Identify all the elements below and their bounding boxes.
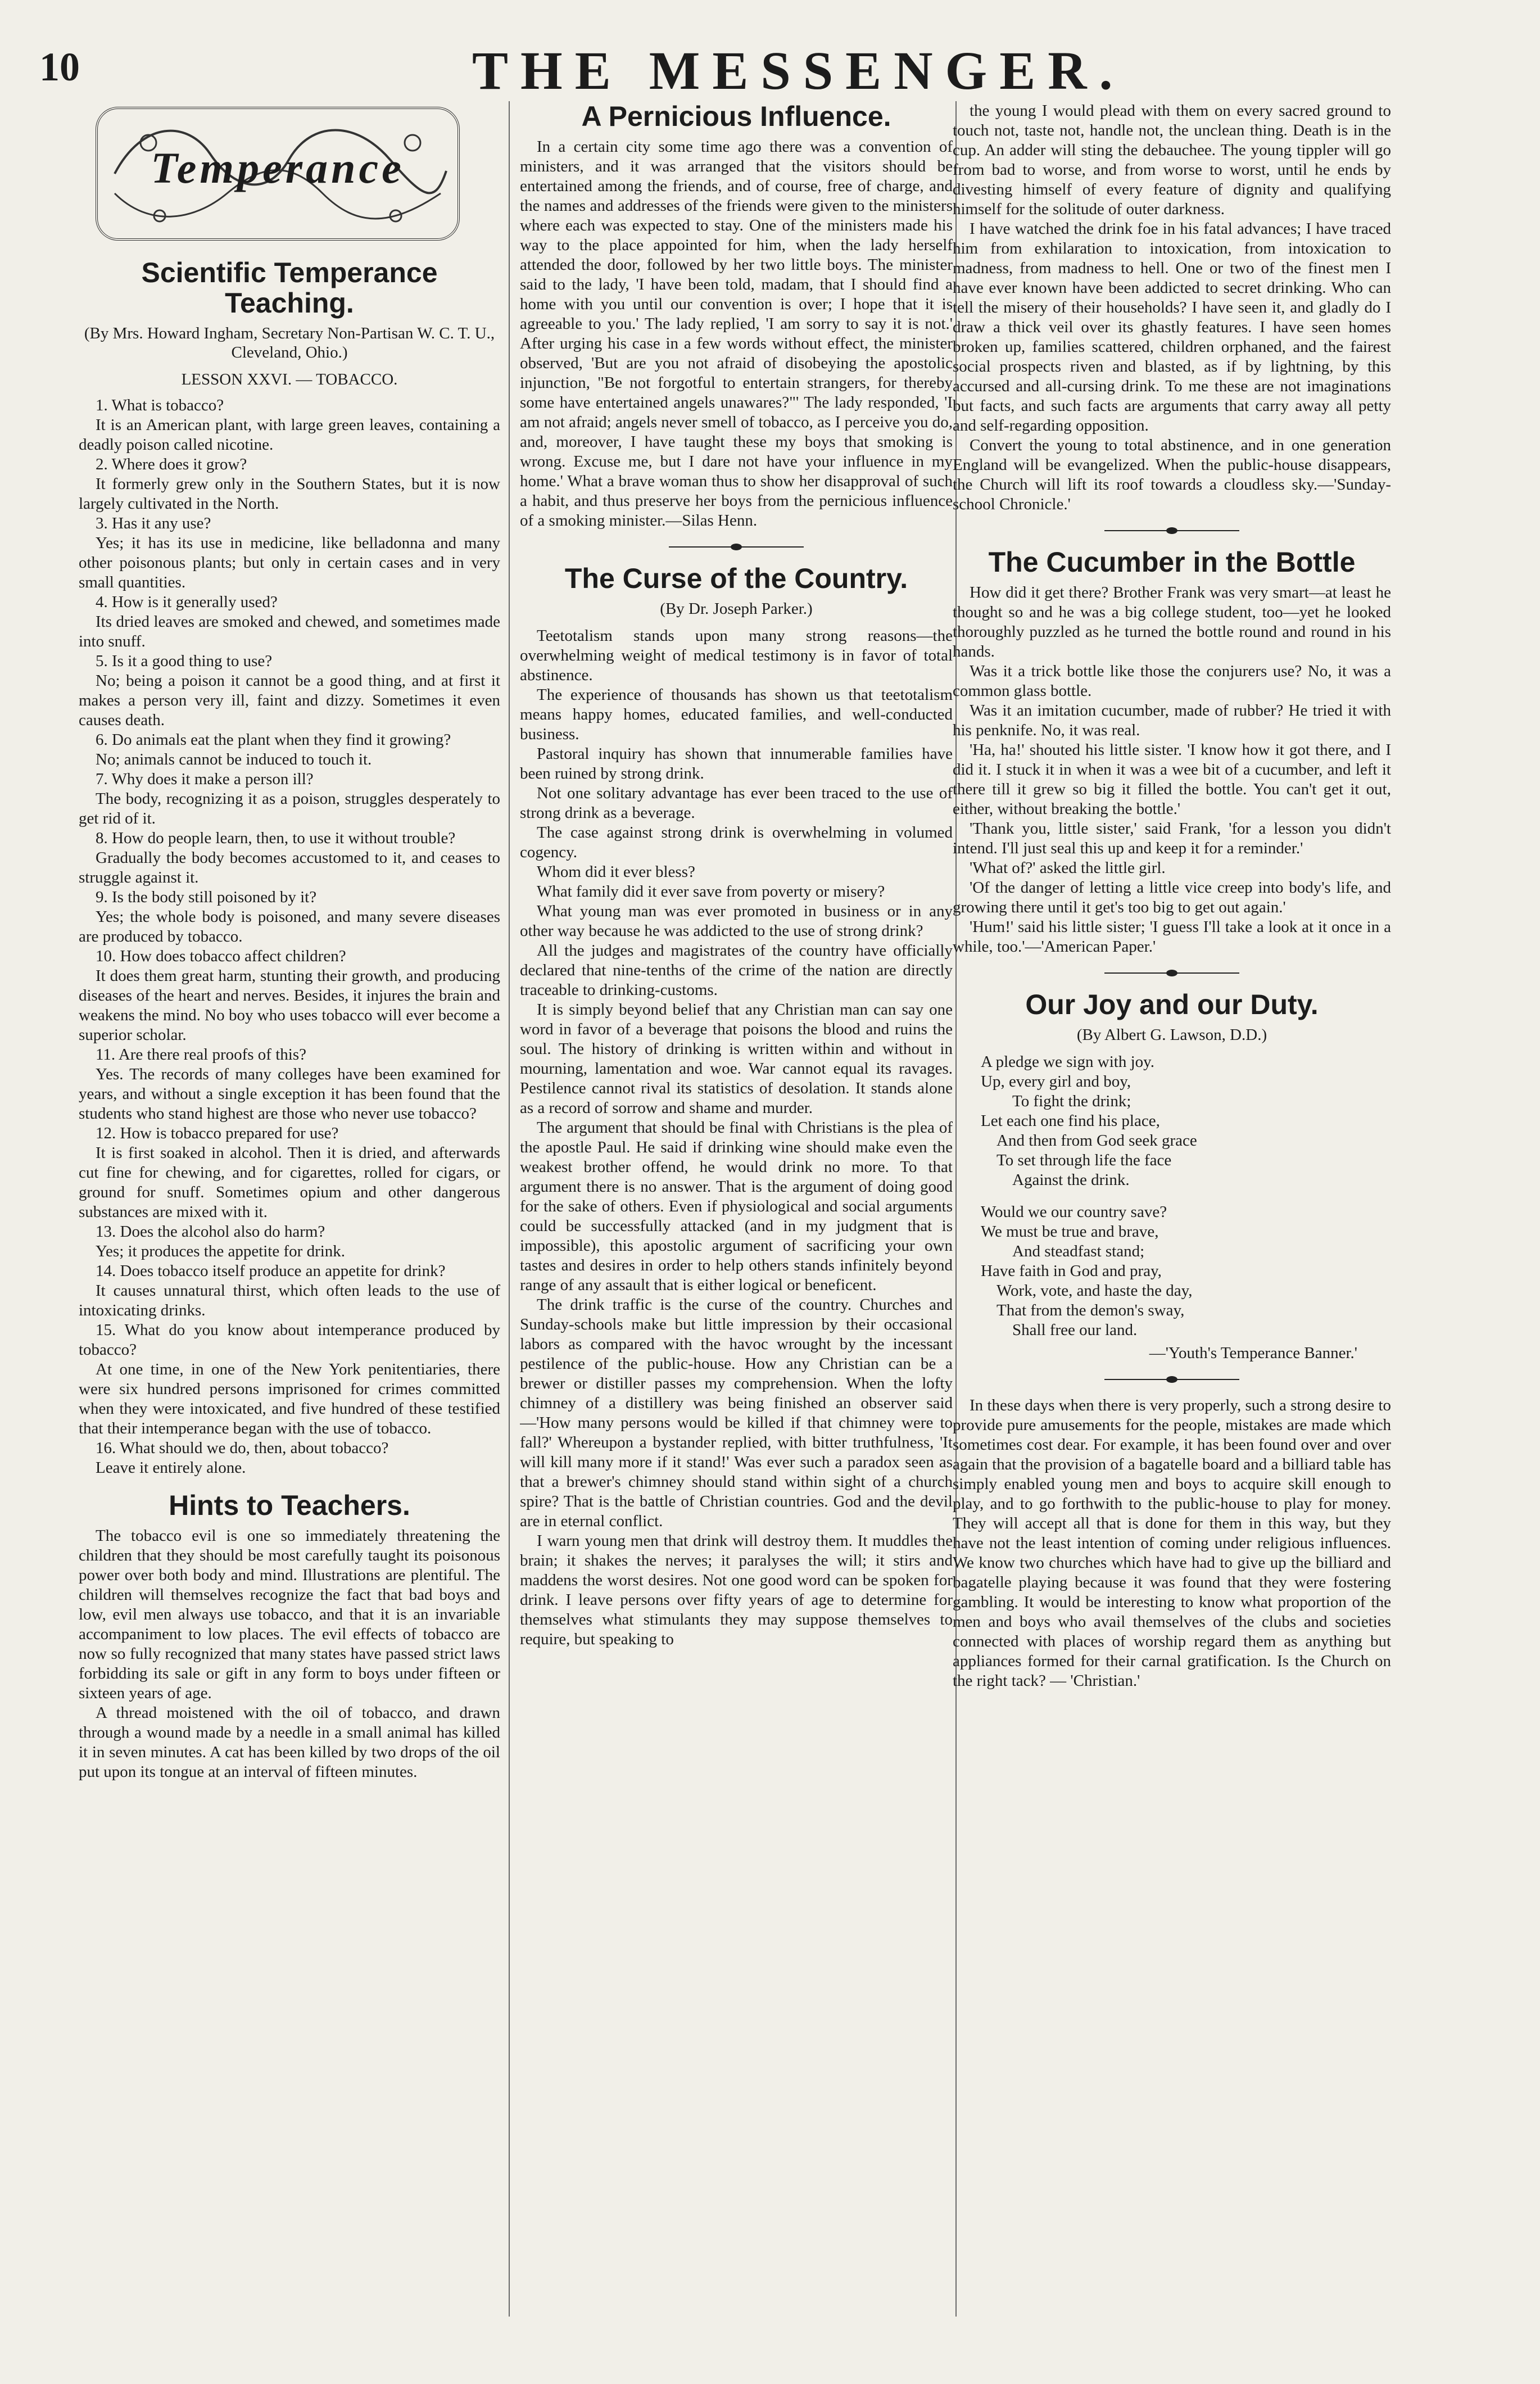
question: 14. Does tobacco itself produce an appetite for drink? bbox=[96, 1262, 446, 1280]
answer: It is first soaked in alcohol. Then it is dried, and afterwards cut fine for chewing, and for cigarettes, rolled for cigars, or ground for snuff. Sometimes opium and other dangerous substances are mixed with it. bbox=[79, 1144, 500, 1221]
answer: Yes; it produces the appetite for drink. bbox=[96, 1242, 346, 1260]
paragraph: In these days when there is very properly, such a strong desire to provide pure amusements for the people, mistakes are made which sometimes cost dear. For example, it has been found over and over again that the provision of a bagatelle board and a billiard table has simply enabled young men and boys to acquire skill enough to play, and to go forthwith to the public-house to play for money. They will accept all that is done for them in this way, but they have not the least intention of coming under religious influences. We know two churches which have had to give up the billiard and bagatelle playing because it was found that they were fostering gambling. It would be interesting to know what proportion of the men and boys who avail themselves of the clubs and societies connected with places of worship regard them as anything but appliances formed for their carnal gratification. Is the Church on the right tack? — 'Christian.' bbox=[953, 1396, 1391, 1690]
lesson-heading: LESSON XXVI. — TOBACCO. bbox=[181, 370, 398, 388]
poem-line: To fight the drink; bbox=[1012, 1092, 1131, 1110]
poem-line: Would we our country save? bbox=[981, 1203, 1167, 1221]
qa-list bbox=[79, 396, 500, 1478]
paragraph: 'Of the danger of letting a little vice creep into body's life, and growing there until it get's too big to get out again.' bbox=[953, 879, 1391, 916]
article-body bbox=[953, 101, 1391, 514]
poem-source: —'Youth's Temperance Banner.' bbox=[1149, 1344, 1357, 1362]
paragraph: I have watched the drink foe in his fatal advances; I have traced him from exhilaration to intoxication, from intoxication to madness, from madness to hell. One or two of the finest men I have ever known have been addicted to secret drinking. Who can tell the misery of their households? I have seen it, and gladly do I draw a thick veil over its ghastly features. I have seen homes broken up, families scattered, children orphaned, and the fairest social prospects riven and blasted, as if by lightning, by this accursed and all-cursing drink. To me these are not imaginations but facts, and such facts are arguments that carry away all petty and self-regarding opposition. bbox=[953, 220, 1391, 435]
paragraph: 'Thank you, little sister,' said Frank, 'for a lesson you didn't intend. I'll just seal this up and keep it for a reminder.' bbox=[953, 820, 1391, 857]
paragraph: Convert the young to total abstinence, and in one generation England will be evangelized. When the public-house disappears, the Church will lift its roof towards a cloudless sky.—'Sunday-school Chronicle.' bbox=[953, 436, 1391, 513]
article-byline: (By Mrs. Howard Ingham, Secretary Non-Partisan W. C. T. U., Cleveland, Ohio.) bbox=[84, 324, 495, 361]
article-byline: (By Albert G. Lawson, D.D.) bbox=[1076, 1026, 1267, 1044]
paragraph: What young man was ever promoted in business or in any other way because he was addicted to the use of strong drink? bbox=[520, 902, 953, 940]
paragraph: Pastoral inquiry has shown that innumerable families have been ruined by strong drink. bbox=[520, 745, 953, 782]
section-separator bbox=[1104, 971, 1239, 975]
question: 11. Are there real proofs of this? bbox=[96, 1046, 306, 1064]
article-title: The Cucumber in the Bottle bbox=[988, 546, 1356, 578]
paper-title: THE MESSENGER. bbox=[472, 40, 1125, 101]
poem-line: Work, vote, and haste the day, bbox=[997, 1282, 1193, 1300]
masthead bbox=[34, 34, 1506, 107]
answer: At one time, in one of the New York penitentiaries, there were six hundred persons imprisoned for crimes committed when they were intoxicated, and five hundred of these testified that their intemperance began with the use of tobacco. bbox=[79, 1360, 500, 1437]
logo-text: Temperance bbox=[151, 143, 405, 192]
article-byline: (By Dr. Joseph Parker.) bbox=[660, 600, 813, 618]
poem-line: Against the drink. bbox=[1012, 1171, 1130, 1189]
paragraph: The case against strong drink is overwhelming in volumed cogency. bbox=[520, 824, 953, 861]
column-rule bbox=[509, 101, 510, 2317]
section-separator bbox=[1104, 1378, 1239, 1381]
answer: No; being a poison it cannot be a good thing, and at first it makes a person very ill, faint and dizzy. Sometimes it even causes death. bbox=[79, 672, 500, 729]
article-title: A Pernicious Influence. bbox=[581, 101, 891, 132]
poem-line: And steadfast stand; bbox=[1012, 1242, 1145, 1260]
stanza-gap bbox=[981, 1190, 1391, 1202]
paragraph: All the judges and magistrates of the country have officially declared that nine-tenths of the crime of the nation are directly traceable to drinking-customs. bbox=[520, 942, 953, 999]
paragraph: Whom did it ever bless? bbox=[537, 863, 695, 881]
answer: Yes; it has its use in medicine, like belladonna and many other poisonous plants; but only in certain cases and in very small quantities. bbox=[79, 534, 500, 591]
paragraph: What family did it ever save from poverty or misery? bbox=[537, 883, 885, 901]
poem bbox=[981, 1052, 1391, 1340]
answer: It is an American plant, with large green leaves, containing a deadly poison called nicotine. bbox=[79, 416, 500, 454]
article-body bbox=[79, 1526, 500, 1782]
answer: Yes; the whole body is poisoned, and many severe diseases are produced by tobacco. bbox=[79, 908, 500, 946]
paragraph: How did it get there? Brother Frank was very smart—at least he thought so and he was a big college student, too—yet he looked thoroughly puzzled as he turned the bottle round and round in his hands. bbox=[953, 583, 1391, 661]
article-title: Hints to Teachers. bbox=[169, 1490, 410, 1521]
question: 13. Does the alcohol also do harm? bbox=[96, 1223, 325, 1241]
question: 4. How is it generally used? bbox=[96, 593, 278, 611]
question: 10. How does tobacco affect children? bbox=[96, 947, 346, 965]
poem-line: To set through life the face bbox=[997, 1151, 1172, 1169]
poem-line: That from the demon's sway, bbox=[997, 1301, 1185, 1319]
poem-line: A pledge we sign with joy. bbox=[981, 1053, 1155, 1071]
section-separator bbox=[669, 545, 804, 549]
column-1 bbox=[79, 101, 500, 2350]
paragraph: the young I would plead with them on every sacred ground to touch not, taste not, handle not, the unclean thing. Death is in the cup. An adder will sting the debauchee. The young tippler will go from bad to worse, and from worse to worst, until he ends by divesting himself of every feature of dignity and qualifying himself for the solitude of outer darkness. bbox=[953, 102, 1391, 218]
poem-line: Have faith in God and pray, bbox=[981, 1262, 1162, 1280]
answer: It formerly grew only in the Southern States, but it is now largely cultivated in the North. bbox=[79, 475, 500, 513]
paragraph: Teetotalism stands upon many strong reasons—the overwhelming weight of medical testimony is in favor of total abstinence. bbox=[520, 627, 953, 684]
column-2 bbox=[520, 101, 953, 2350]
article-title: The Curse of the Country. bbox=[564, 563, 908, 594]
paragraph: The argument that should be final with Christians is the plea of the apostle Paul. He said if drinking wine should make even the weakest brother offend, he would drink no more. To that argument there is no answer. That is the argument of doing good for the sake of others. Even if physiological and social arguments could be successfully attacked (and in my judgment that is impossible), this apostolic argument of sacrificing your own tastes and desires in order to help others stands infinitely beyond range of any assault that is either logical or beneficent. bbox=[520, 1119, 953, 1294]
question: 15. What do you know about intemperance produced by tobacco? bbox=[79, 1321, 500, 1359]
paragraph: The tobacco evil is one so immediately threatening the children that they should be most carefully taught its poisonous power over both body and mind. Illustrations are plentiful. The children will themselves recognize the fact that bad boys and low, evil men always use tobacco, and that it is an invariable accompaniment to low places. The evil effects of tobacco are now so fully recognized that many states have passed strict laws forbidding its sale or gift in any form to boys under fifteen or sixteen years of age. bbox=[79, 1527, 500, 1702]
paragraph: The experience of thousands has shown us that teetotalism means happy homes, educated families, and well-conducted business. bbox=[520, 686, 953, 743]
answer: It causes unnatural thirst, which often leads to the use of intoxicating drinks. bbox=[79, 1282, 500, 1319]
paragraph: 'Hum!' said his little sister; 'I guess I'll take a look at it once in a while, too.'—'American Paper.' bbox=[953, 918, 1391, 956]
question: 8. How do people learn, then, to use it without trouble? bbox=[96, 829, 456, 847]
paragraph: It is simply beyond belief that any Christian man can say one word in favor of a beverage that poisons the blood and ruins the soul. The history of drinking is written within and without in mourning, lamentation and woe. War cannot equal its ravages. Pestilence cannot rival its statistics of desolation. It stands alone as a record of sorrow and shame and murder. bbox=[520, 1001, 953, 1117]
paragraph: 'What of?' asked the little girl. bbox=[970, 859, 1166, 877]
paragraph: 'Ha, ha!' shouted his little sister. 'I know how it got there, and I did it. I stuck it in when it was a wee bit of a cucumber, and left it there till it grew so big it filled the bottle. You can't get it out, either, without breaking the bottle.' bbox=[953, 741, 1391, 818]
question: 12. How is tobacco prepared for use? bbox=[96, 1124, 339, 1142]
question: 9. Is the body still poisoned by it? bbox=[96, 888, 317, 906]
article-body bbox=[520, 626, 953, 1649]
question: 2. Where does it grow? bbox=[96, 455, 247, 473]
answer: Yes. The records of many colleges have been examined for years, and without a single exception it has been found that the students who stand highest are those who never use tobacco? bbox=[79, 1065, 500, 1123]
temperance-logo bbox=[96, 107, 460, 241]
paragraph: The drink traffic is the curse of the country. Churches and Sunday-schools make but little impression by their occasional labors as compared with the havoc wrought by the incessant pestilence of the public-house. How any Christian can be a brewer or distiller passes my comprehension. When the lofty chimney of a distillery was being finished an observer said—'How many persons would be killed if that chimney were to fall?' Whereupon a bystander replied, with bitter truthfulness, 'It will kill many more if it stand!' Was ever such a paradox seen as that a brewer's chimney should stand within sight of a church spire? That is the battle of Christian countries. God and the devil are in eternal conflict. bbox=[520, 1296, 953, 1530]
poem-line: Let each one find his place, bbox=[981, 1112, 1160, 1130]
paragraph: In a certain city some time ago there was a convention of ministers, and it was arranged that the visitors should be entertained among the friends, and of course, free of charge, and the names and addresses of the friends were given to the ministers where each was expected to stay. One of the ministers made his way to the place appointed for him, when the lady herself attended the door, followed by her two little boys. The minister said to the lady, 'I have been told, madam, that I should find a home with you until our convention is over; I hope that it is agreeable to you.' The lady replied, 'I am sorry to say it is not.' After urging his case in a few words without effect, the minister observed, 'But are you not afraid of disobeying the apostolic injunction, "Be not forgotful to entertain strangers, for thereby some have entertained angels unawares?"' The lady responded, 'I am not afraid; angels never smell of tobacco, as I perceive you do, and, moreover, I have taught these my boys that smoking is wrong. Excuse me, but I dare not have your influence in my home.' What a brave woman thus to show her disapproval of such a habit, and thus preserve her boys from the pernicious influence of a smoking minister.—Silas Henn. bbox=[520, 138, 953, 530]
article-title: Scientific Temperance Teaching. bbox=[141, 257, 438, 319]
question: 1. What is tobacco? bbox=[96, 396, 224, 414]
answer: Its dried leaves are smoked and chewed, and sometimes made into snuff. bbox=[79, 613, 500, 650]
answer: It does them great harm, stunting their growth, and producing diseases of the heart and nerves. Besides, it injures the brain and weakens the mind. No boy who uses tobacco will ever become a superior scholar. bbox=[79, 967, 500, 1044]
answer: Gradually the body becomes accustomed to it, and ceases to struggle against it. bbox=[79, 849, 500, 886]
answer: No; animals cannot be induced to touch it. bbox=[96, 750, 372, 768]
paragraph: Was it a trick bottle like those the conjurers use? No, it was a common glass bottle. bbox=[953, 662, 1391, 700]
poem-line: We must be true and brave, bbox=[981, 1223, 1159, 1241]
paragraph: A thread moistened with the oil of tobacco, and drawn through a wound made by a needle in a small animal has killed it in seven minutes. A cat has been killed by two drops of the oil put upon its tongue at an interval of fifteen minutes. bbox=[79, 1704, 500, 1781]
paragraph: Was it an imitation cucumber, made of rubber? He tried it with his penknife. No, it was real. bbox=[953, 702, 1391, 739]
article-body bbox=[953, 583, 1391, 957]
answer: The body, recognizing it as a poison, struggles desperately to get rid of it. bbox=[79, 790, 500, 827]
page-number: 10 bbox=[39, 44, 80, 89]
paragraph: I warn young men that drink will destroy them. It muddles the brain; it shakes the nerves; it paralyses the will; it stirs and maddens the worst desires. Not one good word can be spoken for drink. I leave persons over fifty years of age to determine for themselves what stimulants they may suppose themselves to require, but speaking to bbox=[520, 1532, 953, 1648]
column-3 bbox=[953, 101, 1391, 2350]
question: 3. Has it any use? bbox=[96, 514, 211, 532]
question: 7. Why does it make a person ill? bbox=[96, 770, 314, 788]
article-title: Our Joy and our Duty. bbox=[1025, 989, 1319, 1020]
question: 6. Do animals eat the plant when they find it growing? bbox=[96, 731, 451, 749]
question: 5. Is it a good thing to use? bbox=[96, 652, 273, 670]
poem-line: Shall free our land. bbox=[1012, 1321, 1138, 1339]
poem-line: And then from God seek grace bbox=[997, 1132, 1197, 1150]
answer: Leave it entirely alone. bbox=[96, 1459, 246, 1477]
question: 16. What should we do, then, about tobacco? bbox=[96, 1439, 389, 1457]
section-separator bbox=[1104, 529, 1239, 532]
article-body bbox=[520, 137, 953, 531]
poem-line: Up, every girl and boy, bbox=[981, 1073, 1131, 1091]
article-body bbox=[953, 1396, 1391, 1691]
paragraph: Not one solitary advantage has ever been traced to the use of strong drink as a beverage. bbox=[520, 784, 953, 822]
